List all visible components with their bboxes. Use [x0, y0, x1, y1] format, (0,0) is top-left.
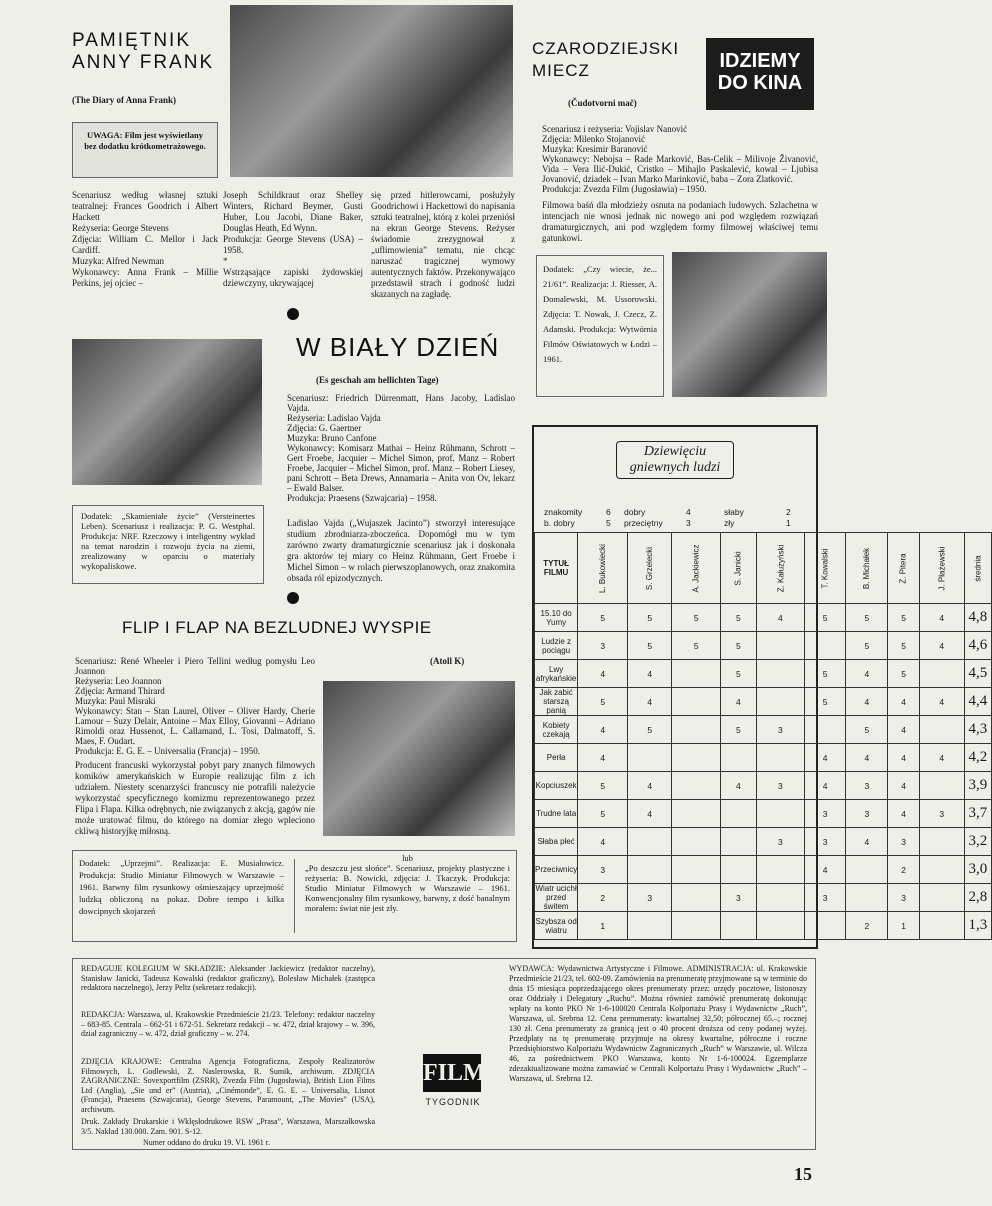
- flip-extra-box: [72, 850, 517, 942]
- score-cell: 3: [756, 772, 805, 800]
- film-logo-subtitle: TYGODNIK: [425, 1097, 481, 1107]
- sword-photo: [672, 252, 827, 397]
- diary-title: PAMIĘTNIK ANNY FRANK: [72, 30, 215, 73]
- score-cell: 4: [919, 632, 964, 660]
- score-cell: 3: [805, 884, 846, 912]
- legend-value: 6: [606, 507, 611, 517]
- flip-photo: [323, 681, 515, 836]
- score-cell: 5: [805, 688, 846, 716]
- diary-credits-col2: Joseph Schildkraut oraz Shelley Winters, Richard Beymer, Gusti Huber, Lou Jacobi, Diane Baker, Douglas Heath, Ed Wynn. Produkcja: George Stevens (USA) – 1958. * Wstrząsające zapiski żydowskiej dziewczyny, ukrywającej: [223, 190, 363, 288]
- critic-name: S. Janicki: [733, 551, 743, 586]
- score-cell: 2: [888, 856, 919, 884]
- score-cell: 4: [628, 688, 672, 716]
- sword-credits: Scenariusz i reżyseria: Vojislav Nanović Zdjęcia: Milenko Stojanović Muzyka: Kresimir Baranović Wykonawcy: Nebojsa – Rade Marković, Bas-Celik – Milivoje Živanović, Vida – Vera Ilić-Dukić, Cristko – Mihajlo Paskalević, kowal – Ljubisa Jovanović, dziadek – Ivan Marko Marinković, baba – Zora Zlatković. Produkcja: Zvezda Film (Jugosławia) – 1950.: [542, 124, 818, 194]
- score-cell: 4: [721, 688, 756, 716]
- score-cell: 3: [888, 828, 919, 856]
- film-title-cell: Szybsza od wiatru: [535, 912, 578, 940]
- score-cell: 4: [756, 604, 805, 632]
- idziemy-do-kina-badge: IDZIEMY DO KINA: [706, 38, 814, 110]
- score-cell: [756, 912, 805, 940]
- diary-note-box: [72, 122, 218, 178]
- score-cell: [846, 884, 888, 912]
- score-cell: 4: [919, 744, 964, 772]
- score-cell: 2: [846, 912, 888, 940]
- score-cell: 4: [721, 772, 756, 800]
- score-cell: 3: [756, 716, 805, 744]
- score-cell: 1: [888, 912, 919, 940]
- score-cell: [672, 856, 721, 884]
- score-cell: [919, 884, 964, 912]
- average-cell: 1,3: [964, 912, 991, 940]
- score-cell: [672, 912, 721, 940]
- score-cell: [756, 856, 805, 884]
- film-title-cell: Ludzie z pociągu: [535, 632, 578, 660]
- critic-header: [919, 533, 964, 604]
- score-cell: [721, 828, 756, 856]
- white-day-credits: Scenariusz: Friedrich Dürrenmatt, Hans Jacoby, Ladislao Vajda. Reżyseria: Ladislao Vajda Zdjęcia: G. Gaertner Muzyka: Bruno Canfone Wykonawcy: Komisarz Mathai – Heinz Rühmann, Schrott – Gert Froebe, Jacquier – Michel Simon, prof. Manz – Robert Froebe, Jacquier – Michel Simon, prof. Manz – Robert Liesey, pani Schrott – Beta Drews, Annamaria – Anita von Ov, lekarz – Ewald Balser. Produkcja: Praesens (Szwajcaria) – 1958.: [287, 393, 515, 503]
- film-title-cell: Słaba płeć: [535, 828, 578, 856]
- ratings-heading: Dziewięciu gniewnych ludzi: [616, 441, 734, 479]
- average-header: [964, 533, 991, 604]
- score-cell: 3: [578, 632, 628, 660]
- average-cell: 4,2: [964, 744, 991, 772]
- average-cell: 4,8: [964, 604, 991, 632]
- white-day-extra: Dodatek: „Skamieniałe życie” (Versteinertes Leben). Scenariusz i realizacja: P. G. Westphal. Produkcja: NRF. Rzeczowy i inteligentny wykład na temat narodzin i rozwoju życia na ziemi, zrealizowany w oparciu o materiały wykopaliskowe.: [81, 511, 255, 571]
- film-title-cell: Kopciuszek: [535, 772, 578, 800]
- score-cell: [756, 688, 805, 716]
- film-title-cell: Trudne lata: [535, 800, 578, 828]
- score-cell: [919, 660, 964, 688]
- score-cell: 3: [756, 828, 805, 856]
- legend-value: 5: [606, 518, 611, 528]
- critic-name: S. Grzelecki: [645, 546, 655, 591]
- score-cell: [846, 856, 888, 884]
- score-cell: [672, 772, 721, 800]
- score-cell: [756, 660, 805, 688]
- score-cell: 5: [721, 716, 756, 744]
- score-cell: [919, 772, 964, 800]
- score-cell: 4: [888, 800, 919, 828]
- score-cell: 5: [578, 772, 628, 800]
- film-title-cell: Lwy afrykańskie: [535, 660, 578, 688]
- score-cell: [805, 632, 846, 660]
- score-cell: 5: [721, 660, 756, 688]
- sword-review: Filmowa baśń dla młodzieży osnuta na podaniach ludowych. Szlachetna w intencjach nie wnosi jednak nic nowego ani pod względem rozwiązań dramaturgicznych, ani pod względem formy filmowej właściwej temu gatunkowi.: [542, 200, 818, 243]
- footer-sent: Numer oddano do druku 19. VI. 1961 r.: [143, 1138, 270, 1147]
- film-title-cell: Jak zabić starszą panią: [535, 688, 578, 716]
- score-cell: 5: [628, 604, 672, 632]
- divider: [294, 859, 295, 933]
- legend-label: b. dobry: [544, 518, 575, 528]
- score-cell: 4: [846, 688, 888, 716]
- score-cell: 3: [578, 856, 628, 884]
- diary-photo: [230, 5, 513, 177]
- score-cell: [919, 856, 964, 884]
- score-cell: 3: [805, 828, 846, 856]
- score-cell: [628, 912, 672, 940]
- score-cell: 3: [721, 884, 756, 912]
- table-row: [535, 912, 992, 940]
- white-day-title: W BIAŁY DZIEŃ: [296, 332, 500, 362]
- score-cell: 3: [846, 800, 888, 828]
- flip-extra-2: [305, 853, 510, 913]
- score-cell: [672, 884, 721, 912]
- legend-value: 1: [786, 518, 791, 528]
- score-cell: 5: [672, 604, 721, 632]
- score-cell: [672, 800, 721, 828]
- score-cell: 3: [919, 800, 964, 828]
- score-cell: 4: [578, 716, 628, 744]
- score-cell: 4: [846, 744, 888, 772]
- footer-editorial: REDAGUJE KOLEGIUM W SKŁADZIE: Aleksander Jackiewicz (redaktor naczelny), Stanisław Janicki, Tadeusz Kowalski (redaktor graficzny), Bolesław Michałek (zastępca redaktora naczelnego), Jerzy Peltz (sekretarz redakcji).: [81, 964, 375, 992]
- average-cell: 4,3: [964, 716, 991, 744]
- table-row: [535, 660, 992, 688]
- white-day-original-title: (Es geschah am hellichten Tage): [316, 375, 439, 385]
- film-title-cell: Perła: [535, 744, 578, 772]
- flip-original-title: (Atoll K): [430, 656, 465, 666]
- sword-title: CZARODZIEJSKI MIECZ: [532, 39, 680, 80]
- score-cell: [721, 856, 756, 884]
- legend-label: słaby: [724, 507, 744, 517]
- score-cell: 5: [721, 632, 756, 660]
- score-cell: 4: [628, 772, 672, 800]
- footer-photos: ZDJĘCIA KRAJOWE: Centralna Agencja Fotograficzna, Zespoły Realizatorów Filmowych, L. Godlewski, Z. Naslerowska, R. Sumik, archiwum. ZDJĘCIA ZAGRANICZNE: Sovexportfilm (ZSRR), Zvezda Film (Jugosławia), British Lion Films Ltd (Anglia), „Sie und er” (Austria), „Cinémonde”, E. G. E. – Universalia, Lisnot (Francja), Praesens (Szwajcaria), George Stevens, Paramount, „The Movies” (USA), archiwum.: [81, 1057, 375, 1114]
- average-cell: 3,7: [964, 800, 991, 828]
- score-cell: [721, 912, 756, 940]
- flip-extra-2-text: „Po deszczu jest słońce”. Scenariusz, projekty plastyczne i reżyseria: B. Nowicki, zdjęcia: J. Tkaczyk. Produkcja: Studio Miniatur Filmowych w Warszawie – 1961. Konwencjonalny film rysunkowy, barwny, z dość banalnym morałem: świat nie jest zły.: [305, 863, 510, 913]
- score-cell: 5: [846, 604, 888, 632]
- table-row: [535, 688, 992, 716]
- white-day-review: Ladislao Vajda („Wujaszek Jacinto”) stworzył interesujące studium zbrodniarza-zboczeńca. Dopomógł mu w tym zarówno zwarty dramaturgicznie scenariusz jak i doskonała gra aktorów tej miary co Heinz Rühmann, Gert Froebe i Michel Simon – w rolach pierwszoplanowych, oraz znakomita obsada ról epizodycznych.: [287, 518, 515, 583]
- score-cell: [672, 716, 721, 744]
- score-cell: 4: [919, 688, 964, 716]
- white-day-extra-box: [72, 505, 264, 584]
- diary-review: się przed hitlerowcami, posłużyły Goodrichowi i Hackettowi do napisania sztuki teatralnej, którą z kolei przeniósł na ekran George Stevens. Reżyser świadomie zrezygnował z „uflimowienia” tematu, nie chcąc naruszać tragicznej wymowy autentycznych faktów. Przekonywająco przedstawił strach i godność ludzi skazanych na zagładę.: [371, 190, 515, 299]
- score-cell: 3: [846, 772, 888, 800]
- score-cell: 5: [578, 688, 628, 716]
- score-cell: 4: [805, 772, 846, 800]
- score-cell: [721, 800, 756, 828]
- average-cell: 4,5: [964, 660, 991, 688]
- score-cell: 5: [846, 632, 888, 660]
- score-cell: 5: [628, 716, 672, 744]
- table-row: [535, 884, 992, 912]
- score-cell: [672, 660, 721, 688]
- score-cell: 5: [888, 660, 919, 688]
- film-title-cell: Wiatr ucichł przed świtem: [535, 884, 577, 911]
- critic-name: B. Michałek: [862, 547, 872, 590]
- critic-header: [846, 533, 888, 604]
- score-cell: 5: [672, 632, 721, 660]
- score-cell: 3: [805, 800, 846, 828]
- critic-name: Z. Kałużyński: [775, 544, 785, 593]
- table-row: [535, 716, 992, 744]
- critic-header: [756, 533, 805, 604]
- flip-extra-1: Dodatek: „Uprzejmi”. Realizacja: E. Musiałowicz. Produkcja: Studio Miniatur Filmowych w Warszawie – 1961. Barwny film rysunkowy ośmieszający uprzejmość ludzką obliczoną na pokaz. Dobre tempo i kilka dowcipnych skojarzeń: [79, 858, 284, 916]
- legend-label: znakomity: [544, 507, 583, 517]
- title-column-header: TYTUŁ FILMU: [535, 533, 578, 604]
- bullet-dot: [287, 308, 299, 320]
- score-cell: 5: [578, 800, 628, 828]
- table-row: [535, 828, 992, 856]
- flip-credits: Scenariusz: René Wheeler i Piero Tellini według pomysłu Leo Joannon Reżyseria: Leo Joannon Zdjęcia: Armand Thirard Muzyka: Paul Misraki Wykonawcy: Stan – Stan Laurel, Oliver – Oliver Hardy, Cherie Lamour – Suzy Delair, Antoine – Max Elloy, Giovanni – Adriano Rimoldi oraz Hussenot, L. Callamand, L. Tosi, Dalmatoff, S. Maes, F. Oudart. Produkcja: E. G. E. – Universalia (Francja) – 1950.: [75, 656, 315, 756]
- legend-label: przeciętny: [624, 518, 663, 528]
- score-cell: [756, 884, 805, 912]
- table-row: [535, 856, 992, 884]
- score-cell: 4: [846, 660, 888, 688]
- score-cell: [805, 716, 846, 744]
- legend-value: 2: [786, 507, 791, 517]
- average-cell: 4,4: [964, 688, 991, 716]
- average-cell: 3,0: [964, 856, 991, 884]
- score-cell: 5: [721, 604, 756, 632]
- score-cell: 4: [888, 688, 919, 716]
- score-cell: 5: [628, 632, 672, 660]
- average-cell: 3,2: [964, 828, 991, 856]
- sword-original-title: (Čudotvorni mač): [568, 98, 637, 108]
- score-cell: 4: [888, 744, 919, 772]
- critic-name: A. Jackiewicz: [691, 544, 701, 593]
- score-cell: 3: [628, 884, 672, 912]
- diary-credits-col1: Scenariusz według własnej sztuki teatralnej: Frances Goodrich i Albert Hackett Reżyseria: George Stevens Zdjęcia: William C. Mellor i Jack Cardiff. Muzyka: Alfred Newman Wykonawcy: Anna Frank – Millie Perkins, jej ojciec –: [72, 190, 218, 288]
- score-cell: 5: [846, 716, 888, 744]
- critic-name: Z. Pitera: [899, 553, 909, 584]
- score-cell: [672, 744, 721, 772]
- table-row: [535, 744, 992, 772]
- film-logo: FILM: [423, 1054, 481, 1092]
- score-cell: 5: [888, 632, 919, 660]
- table-row: [535, 604, 992, 632]
- legend-value: 3: [686, 518, 691, 528]
- critic-header: [888, 533, 919, 604]
- score-cell: [756, 744, 805, 772]
- sword-extra-box: [536, 255, 664, 397]
- score-cell: [628, 828, 672, 856]
- table-row: [535, 632, 992, 660]
- score-cell: [628, 856, 672, 884]
- score-cell: [672, 828, 721, 856]
- flip-title: FLIP I FLAP NA BEZLUDNEJ WYSPIE: [122, 618, 432, 637]
- legend-label: dobry: [624, 507, 646, 517]
- page-number: 15: [794, 1164, 812, 1184]
- score-cell: 4: [628, 800, 672, 828]
- film-title-cell: Przeciwnicy: [535, 856, 578, 884]
- critic-header: [672, 533, 721, 604]
- average-cell: 2,8: [964, 884, 991, 912]
- score-cell: 5: [578, 604, 628, 632]
- diary-original-title: (The Diary of Anna Frank): [72, 95, 177, 105]
- or-label: lub: [402, 853, 413, 863]
- bullet-dot: [287, 592, 299, 604]
- score-cell: [721, 744, 756, 772]
- score-cell: 4: [888, 772, 919, 800]
- film-title-cell: 15.10 do Yumy: [535, 604, 578, 632]
- score-cell: 4: [578, 828, 628, 856]
- legend-label: zły: [724, 518, 735, 528]
- score-cell: 4: [578, 744, 628, 772]
- score-cell: 5: [805, 660, 846, 688]
- score-cell: 5: [888, 604, 919, 632]
- score-cell: 4: [578, 660, 628, 688]
- score-cell: [919, 828, 964, 856]
- sword-extra: Dodatek: „Czy wiecie, że... 21/61”. Realizacja: J. Riesser, A. Domalewski, M. Ussorowski. Zdjęcia: T. Nowak, J. Czecz, Z. Adamski. Produkcja: Wytwórnia Filmów Oświatowych w Łodzi – 1961.: [543, 264, 657, 364]
- score-cell: 2: [578, 884, 628, 912]
- average-label: średnia: [973, 555, 983, 582]
- score-cell: 3: [888, 884, 919, 912]
- table-row: [535, 772, 992, 800]
- score-cell: [628, 744, 672, 772]
- white-day-photo: [72, 339, 262, 485]
- table-row: [535, 800, 992, 828]
- diary-note: UWAGA: Film jest wyświetlany bez dodatku krótkometrażowego.: [84, 130, 206, 151]
- critic-name: T. Kowalski: [820, 548, 830, 589]
- score-cell: 4: [628, 660, 672, 688]
- footer-redakcja: REDAKCJA: Warszawa, ul. Krakowskie Przedmieście 21/23. Telefony: redaktor naczelny – 683-85. Centrala – 662-51 i 672-51. Sekretarz redakcji – w. 472, dział krajowy – w. 396, dział zagraniczny – w. 472, dział graficzny – w. 274.: [81, 1010, 375, 1038]
- average-cell: 4,6: [964, 632, 991, 660]
- average-cell: 3,9: [964, 772, 991, 800]
- ratings-panel: [532, 425, 988, 949]
- footer-print: Druk. Zakłady Drukarskie i Wklęsłodrukowe RSW „Prasa”, Warszawa, Marszałkowska 3/5. Nakład 130.000. Zam. 901. S-12.: [81, 1117, 375, 1136]
- critic-name: J. Płażewski: [937, 546, 947, 591]
- score-cell: 4: [919, 604, 964, 632]
- critic-header: [721, 533, 756, 604]
- score-cell: [672, 688, 721, 716]
- score-cell: 4: [805, 744, 846, 772]
- score-cell: 4: [846, 828, 888, 856]
- footer-publisher: WYDAWCA: Wydawnictwa Artystyczne i Filmowe. ADMINISTRACJA: ul. Krakowskie Przedmieście 21/23, tel. 602-09. Zamówienia na prenumeratę przyjmowane są w terminie do dnia 15 miesiąca poprzedzającego okres prenumeraty przez: urzędy pocztowe, listonoszy oraz Oddziały i Delegatury „Ruchu”. Można również zamówić prenumeratę dokonując wpłaty na konto PKO Nr 1-6-100020 Centrala Kolportażu Prasy i Wydawnictw „Ruch”, Warszawa, ul. Srebrna 12. Cena prenumeraty: kwartalnej 32,50; półrocznej 65.–; rocznej 130 zł. Cena prenumeraty za granicą jest o 40 procent droższa od ceny podanej wyżej. Przedpłaty na tę prenumeratę przyjmuje na okresy kwartalne, półroczne i roczne Przedsiębiorstwo Kolportażu Wydawnictw Zagranicznych „Ruch” w Warszawie, ul. Wilcza 46, za pośrednictwem PKO Warszawa, konto Nr 1-6-100024. Egzemplarze zdezaktualizowane można zamawiać w Centrali Kolportażu Prasy i Wydawnictw „Ruch” – Warszawa, ul. Srebrna 12.: [509, 964, 807, 1083]
- score-cell: [756, 632, 805, 660]
- ratings-table: [534, 532, 992, 940]
- score-cell: 4: [805, 856, 846, 884]
- critic-header: [805, 533, 846, 604]
- score-cell: [919, 912, 964, 940]
- score-cell: [805, 912, 846, 940]
- score-cell: 1: [578, 912, 628, 940]
- critic-header: [628, 533, 672, 604]
- score-cell: [756, 800, 805, 828]
- score-cell: 4: [888, 716, 919, 744]
- footer-box: [72, 958, 816, 1150]
- critic-header: [578, 533, 628, 604]
- critic-name: L. Bukowiecki: [598, 544, 608, 593]
- score-cell: [919, 716, 964, 744]
- film-title-cell: Kobiety czekają: [535, 716, 578, 744]
- flip-review: Producent francuski wykorzystał pobyt pary znanych filmowych komików amerykańskich w Europie realizując film z ich udziałem. Niestety scenarzyści francuscy nie potrafili należycie wykorzystać specyficznego komizmu reprezentowanego przez Flipa i Flapa. Kilka odrębnych, nie związanych z akcją, gagów nie może uratować filmu, do którego na domiar złego wpleciono ckliwą historyjkę miłosną.: [75, 760, 315, 836]
- score-cell: 5: [805, 604, 846, 632]
- legend-value: 4: [686, 507, 691, 517]
